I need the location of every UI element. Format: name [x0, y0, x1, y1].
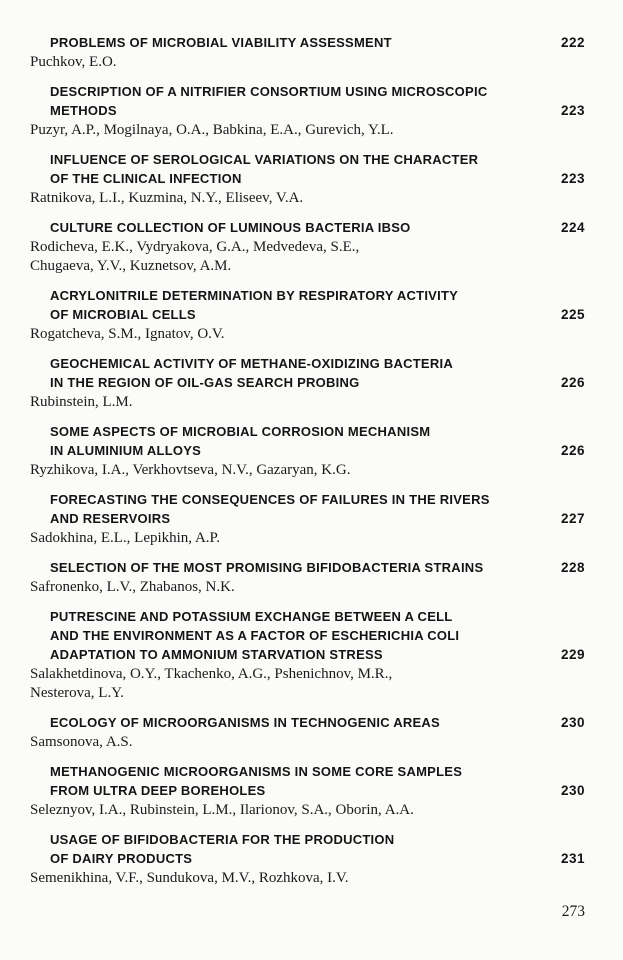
entry-page-number: 231 — [560, 851, 585, 866]
entry-title-text: OF DAIRY PRODUCTS — [50, 851, 193, 866]
toc-entry — [30, 422, 585, 480]
entry-author-line: Seleznyov, I.A., Rubinstein, L.M., Ilarionov, S.A., Oborin, A.A. — [30, 802, 414, 818]
entry-title-text: FROM ULTRA DEEP BOREHOLES — [50, 783, 266, 798]
entry-title-line: USAGE OF BIFIDOBACTERIA FOR THE PRODUCTION — [50, 832, 395, 847]
entry-author-line: Rodicheva, E.K., Vydryakova, G.A., Medvedeva, S.E., — [30, 239, 360, 255]
entry-authors — [30, 461, 585, 480]
toc-entry — [30, 830, 585, 888]
entry-title-line: AND THE ENVIRONMENT AS A FACTOR OF ESCHERICHIA COLI — [50, 628, 460, 643]
entry-title-line: PUTRESCINE AND POTASSIUM EXCHANGE BETWEEN A CELL — [50, 609, 453, 624]
entry-page-number: 222 — [560, 35, 585, 50]
entry-page-number: 223 — [560, 171, 585, 186]
entry-author-line: Puzyr, A.P., Mogilnaya, O.A., Babkina, E.A., Gurevich, Y.L. — [30, 122, 394, 138]
entry-title-text: OF MICROBIAL CELLS — [50, 307, 196, 322]
entry-title-text: IN ALUMINIUM ALLOYS — [50, 443, 202, 458]
page-footer — [562, 903, 585, 921]
entry-author-line: Semenikhina, V.F., Sundukova, M.V., Rozhkova, I.V. — [30, 870, 349, 886]
entry-title-line — [50, 645, 585, 664]
toc-entry-list — [30, 33, 585, 888]
toc-entry — [30, 82, 585, 140]
entry-title-line: DESCRIPTION OF A NITRIFIER CONSORTIUM USING MICROSCOPIC — [50, 84, 488, 99]
entry-author-line: Chugaeva, Y.V., Kuznetsov, A.M. — [30, 258, 232, 274]
toc-entry — [30, 713, 585, 752]
entry-authors — [30, 801, 585, 820]
entry-title — [30, 607, 585, 664]
entry-authors — [30, 869, 585, 888]
entry-page-number: 225 — [560, 307, 585, 322]
entry-page-number: 228 — [560, 560, 585, 575]
entry-authors — [30, 393, 585, 412]
toc-entry — [30, 33, 585, 72]
entry-page-number: 230 — [560, 715, 585, 730]
entry-title — [30, 490, 585, 528]
entry-title — [30, 830, 585, 868]
entry-title-line — [50, 305, 585, 324]
entry-author-line: Sadokhina, E.L., Lepikhin, A.P. — [30, 530, 220, 546]
entry-title-line: INFLUENCE OF SEROLOGICAL VARIATIONS ON THE CHARACTER — [50, 152, 479, 167]
entry-title-line — [50, 373, 585, 392]
entry-page-number: 223 — [560, 103, 585, 118]
entry-title-line — [50, 781, 585, 800]
entry-author-line: Salakhetdinova, O.Y., Tkachenko, A.G., Pshenichnov, M.R., — [30, 666, 393, 682]
toc-entry — [30, 490, 585, 548]
entry-page-number: 226 — [560, 443, 585, 458]
entry-title-text: METHODS — [50, 103, 117, 118]
entry-authors — [30, 121, 585, 140]
entry-title-line — [50, 509, 585, 528]
entry-page-number: 229 — [560, 647, 585, 662]
toc-entry — [30, 762, 585, 820]
toc-entry — [30, 558, 585, 597]
entry-title-line — [50, 441, 585, 460]
entry-author-line: Rogatcheva, S.M., Ignatov, O.V. — [30, 326, 225, 342]
folio-page-number: 273 — [561, 903, 585, 920]
entry-authors — [30, 189, 585, 208]
entry-title-line: METHANOGENIC MICROORGANISMS IN SOME CORE SAMPLES — [50, 764, 463, 779]
entry-author-line: Safronenko, L.V., Zhabanos, N.K. — [30, 579, 235, 595]
entry-title-text: PROBLEMS OF MICROBIAL VIABILITY ASSESSMENT — [50, 35, 392, 50]
entry-page-number: 224 — [560, 220, 585, 235]
entry-title — [30, 286, 585, 324]
entry-title-line — [50, 169, 585, 188]
entry-title — [30, 762, 585, 800]
entry-page-number: 227 — [560, 511, 585, 526]
entry-authors — [30, 529, 585, 548]
entry-title — [30, 422, 585, 460]
entry-page-number: 230 — [560, 783, 585, 798]
entry-title-line — [50, 218, 585, 237]
entry-title — [30, 82, 585, 120]
entry-title-line — [50, 713, 585, 732]
entry-title-line — [50, 101, 585, 120]
entry-title — [30, 150, 585, 188]
entry-author-line: Rubinstein, L.M. — [30, 394, 133, 410]
entry-title — [30, 558, 585, 577]
entry-author-line: Nesterova, L.Y. — [30, 685, 124, 701]
entry-title — [30, 354, 585, 392]
entry-title-line: GEOCHEMICAL ACTIVITY OF METHANE-OXIDIZING BACTERIA — [50, 356, 453, 371]
entry-title — [30, 713, 585, 732]
entry-title-text: ADAPTATION TO AMMONIUM STARVATION STRESS — [50, 647, 383, 662]
toc-entry — [30, 354, 585, 412]
toc-entry — [30, 218, 585, 276]
entry-author-line: Ryzhikova, I.A., Verkhovtseva, N.V., Gazaryan, K.G. — [30, 462, 351, 478]
entry-authors — [30, 665, 585, 703]
entry-title-line — [50, 849, 585, 868]
entry-title-line — [50, 558, 585, 577]
entry-title-text: OF THE CLINICAL INFECTION — [50, 171, 242, 186]
entry-title — [30, 218, 585, 237]
entry-authors — [30, 325, 585, 344]
entry-title-line: FORECASTING THE CONSEQUENCES OF FAILURES IN THE RIVERS — [50, 492, 490, 507]
entry-title-line — [50, 33, 585, 52]
entry-author-line: Puchkov, E.O. — [30, 54, 117, 70]
toc-entry — [30, 607, 585, 703]
entry-page-number: 226 — [560, 375, 585, 390]
entry-authors — [30, 733, 585, 752]
toc-entry — [30, 150, 585, 208]
entry-title-text: IN THE REGION OF OIL-GAS SEARCH PROBING — [50, 375, 360, 390]
entry-authors — [30, 578, 585, 597]
entry-title-text: SELECTION OF THE MOST PROMISING BIFIDOBACTERIA STRAINS — [50, 560, 484, 575]
entry-author-line: Samsonova, A.S. — [30, 734, 133, 750]
entry-title-line: ACRYLONITRILE DETERMINATION BY RESPIRATORY ACTIVITY — [50, 288, 459, 303]
entry-title-line: SOME ASPECTS OF MICROBIAL CORROSION MECHANISM — [50, 424, 431, 439]
entry-title-text: CULTURE COLLECTION OF LUMINOUS BACTERIA IBSO — [50, 220, 411, 235]
toc-entry — [30, 286, 585, 344]
entry-title — [30, 33, 585, 52]
entry-author-line: Ratnikova, L.I., Kuzmina, N.Y., Eliseev, V.A. — [30, 190, 304, 206]
entry-title-text: AND RESERVOIRS — [50, 511, 171, 526]
entry-authors — [30, 53, 585, 72]
entry-title-text: ECOLOGY OF MICROORGANISMS IN TECHNOGENIC AREAS — [50, 715, 440, 730]
entry-authors — [30, 238, 585, 276]
